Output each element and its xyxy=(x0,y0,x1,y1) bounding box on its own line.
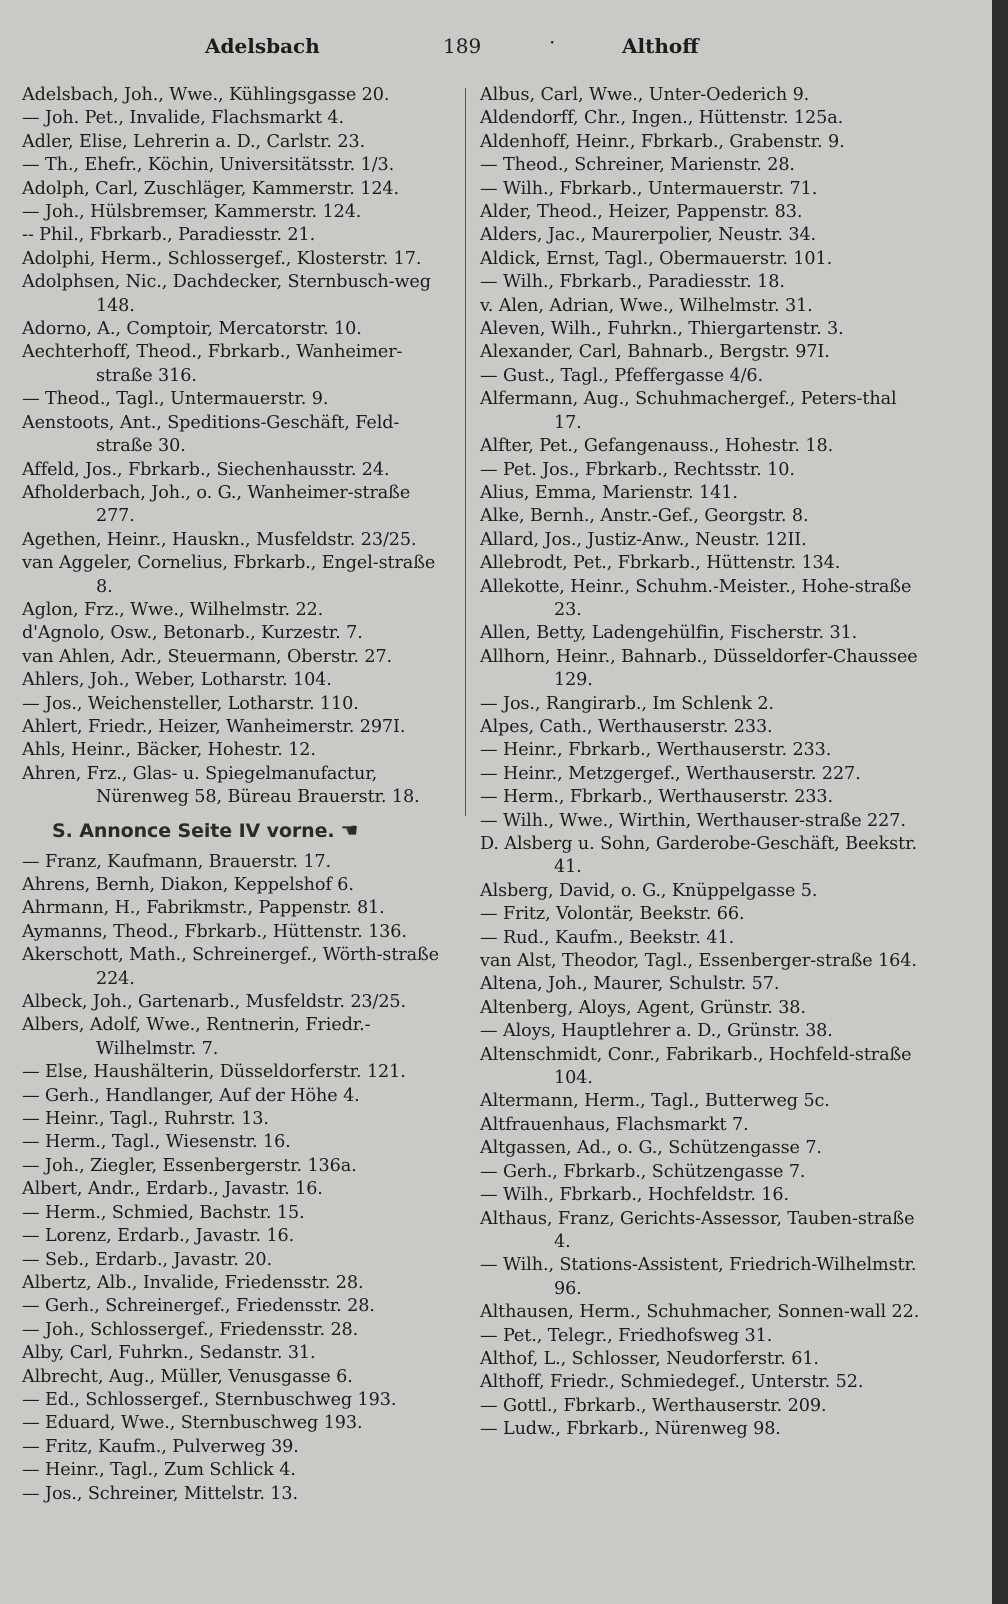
directory-entry: — Gottl., Fbrkarb., Werthauserstr. 209. xyxy=(480,1395,827,1416)
directory-entry: Aldick, Ernst, Tagl., Obermauerstr. 101. xyxy=(480,248,833,269)
directory-entry: — Theod., Schreiner, Marienstr. 28. xyxy=(480,155,795,176)
directory-entry: Alder, Theod., Heizer, Pappenstr. 83. xyxy=(480,202,803,223)
directory-entry: — Jos., Weichensteller, Lotharstr. 110. xyxy=(22,693,359,714)
directory-entry: — Rud., Kaufm., Beekstr. 41. xyxy=(480,927,735,948)
page-number: 189 xyxy=(443,34,482,58)
directory-entry: Ahls, Heinr., Bäcker, Hohestr. 12. xyxy=(22,740,316,761)
directory-entry: D. Alsberg u. Sohn, Garderobe-Geschäft, Beekstr. 41. xyxy=(480,834,917,878)
directory-entry: Aymanns, Theod., Fbrkarb., Hüttenstr. 136. xyxy=(22,921,407,942)
scan-edge xyxy=(992,0,1008,1604)
directory-entry: Adler, Elise, Lehrerin a. D., Carlstr. 23. xyxy=(22,131,366,152)
directory-entry: — Ludw., Fbrkarb., Nürenweg 98. xyxy=(480,1419,781,1440)
directory-entry: — Aloys, Hauptlehrer a. D., Grünstr. 38. xyxy=(480,1021,833,1042)
directory-entry: Adelsbach, Joh., Wwe., Kühlingsgasse 20. xyxy=(22,85,390,105)
directory-entry: Albeck, Joh., Gartenarb., Musfeldstr. 23/25. xyxy=(22,992,407,1013)
directory-entry: Agethen, Heinr., Hauskn., Musfeldstr. 23/25. xyxy=(22,529,417,550)
directory-entry: Adolphi, Herm., Schlossergef., Klosterstr. 17. xyxy=(22,248,422,269)
directory-entry: Aglon, Frz., Wwe., Wilhelmstr. 22. xyxy=(22,599,324,620)
directory-entry: — Herm., Schmied, Bachstr. 15. xyxy=(22,1202,305,1223)
directory-entry: Althaus, Franz, Gerichts-Assessor, Tauben-straße 4. xyxy=(480,1208,915,1252)
directory-entry: — Gust., Tagl., Pfeffergasse 4/6. xyxy=(480,365,764,386)
directory-entry: Altena, Joh., Maurer, Schulstr. 57. xyxy=(480,974,780,995)
directory-entry: -- Phil., Fbrkarb., Paradiesstr. 21. xyxy=(22,225,316,246)
directory-entry: Altenschmidt, Conr., Fabrikarb., Hochfeld-straße 104. xyxy=(480,1044,912,1089)
directory-entry: Allhorn, Heinr., Bahnarb., Düsseldorfer-Chaussee 129. xyxy=(480,646,918,691)
directory-entry: — Heinr., Tagl., Ruhrstr. 13. xyxy=(22,1109,269,1130)
directory-entry: — Wilh., Stations-Assistent, Friedrich-Wilhelmstr. 96. xyxy=(480,1255,917,1299)
directory-entry: Alfter, Pet., Gefangenauss., Hohestr. 18. xyxy=(480,436,834,457)
directory-entry: — Wilh., Wwe., Wirthin, Werthauser-straße 227. xyxy=(480,810,906,831)
directory-entry: Alsberg, David, o. G., Knüppelgasse 5. xyxy=(480,880,818,901)
annonce-note: S. Annonce Seite IV vorne. ☚ xyxy=(52,817,359,842)
directory-entry: Altenberg, Aloys, Agent, Grünstr. 38. xyxy=(480,997,806,1018)
directory-entry: v. Alen, Adrian, Wwe., Wilhelmstr. 31. xyxy=(480,295,813,316)
header-dot: · xyxy=(549,30,556,54)
directory-entry: Affeld, Jos., Fbrkarb., Siechenhausstr. 24. xyxy=(22,459,390,480)
directory-entry: Alby, Carl, Fuhrkn., Sedanstr. 31. xyxy=(22,1343,316,1364)
directory-entry: Adorno, A., Comptoir, Mercatorstr. 10. xyxy=(22,319,362,340)
directory-entry: Albrecht, Aug., Müller, Venusgasse 6. xyxy=(22,1366,353,1387)
directory-entry: Alexander, Carl, Bahnarb., Bergstr. 97I. xyxy=(480,342,830,363)
directory-entry: — Wilh., Fbrkarb., Untermauerstr. 71. xyxy=(480,178,818,199)
directory-entry: — Jos., Rangirarb., Im Schlenk 2. xyxy=(480,693,774,714)
directory-entry: Althoff, Friedr., Schmiedegef., Unterstr. 52. xyxy=(480,1372,864,1393)
directory-entry: Altgassen, Ad., o. G., Schützengasse 7. xyxy=(480,1138,822,1159)
directory-entry: Alpes, Cath., Werthauserstr. 233. xyxy=(480,716,773,737)
header-right-keyword: Althoff xyxy=(622,34,699,58)
directory-entry: — Heinr., Metzgergef., Werthauserstr. 227. xyxy=(480,763,861,784)
directory-entry: — Joh. Pet., Invalide, Flachsmarkt 4. xyxy=(22,108,345,129)
header-left-keyword: Adelsbach xyxy=(205,34,320,58)
directory-entry: — Joh., Ziegler, Essenbergerstr. 136a. xyxy=(22,1155,357,1176)
directory-entry: — Wilh., Fbrkarb., Paradiesstr. 18. xyxy=(480,272,785,293)
directory-entry: — Gerh., Fbrkarb., Schützengasse 7. xyxy=(480,1161,806,1182)
directory-entry: Albers, Adolf, Wwe., Rentnerin, Friedr.-Wilhelmstr. 7. xyxy=(22,1015,371,1059)
directory-entry: — Jos., Schreiner, Mittelstr. 13. xyxy=(22,1483,298,1504)
directory-entry: — Fritz, Kaufm., Pulverweg 39. xyxy=(22,1436,299,1457)
directory-entry: Allebrodt, Pet., Fbrkarb., Hüttenstr. 134. xyxy=(480,553,841,574)
directory-entry: Ahren, Frz., Glas- u. Spiegelmanufactur, Nürenweg 58, Büreau Brauerstr. 18. xyxy=(22,763,420,808)
directory-entry: Albertz, Alb., Invalide, Friedensstr. 28. xyxy=(22,1272,364,1293)
directory-entry: Allard, Jos., Justiz-Anw., Neustr. 12II. xyxy=(480,529,807,550)
directory-entry: Aechterhoff, Theod., Fbrkarb., Wanheimer-straße 316. xyxy=(22,342,403,386)
directory-entry: Alders, Jac., Maurerpolier, Neustr. 34. xyxy=(480,225,817,246)
directory-entry: — Heinr., Tagl., Zum Schlick 4. xyxy=(22,1460,296,1481)
directory-entry: — Joh., Hülsbremser, Kammerstr. 124. xyxy=(22,202,362,223)
directory-entry: Althausen, Herm., Schuhmacher, Sonnen-wall 22. xyxy=(480,1302,920,1323)
directory-entry: Akerschott, Math., Schreinergef., Wörth-straße 224. xyxy=(22,945,439,989)
directory-entry: d'Agnolo, Osw., Betonarb., Kurzestr. 7. xyxy=(22,623,363,644)
directory-entry: Albus, Carl, Wwe., Unter-Oederich 9. xyxy=(480,85,810,105)
directory-entry: Altfrauenhaus, Flachsmarkt 7. xyxy=(480,1114,749,1135)
directory-entry: — Seb., Erdarb., Javastr. 20. xyxy=(22,1249,272,1270)
directory-entry: — Pet., Telegr., Friedhofsweg 31. xyxy=(480,1325,773,1346)
directory-entry: — Heinr., Fbrkarb., Werthauserstr. 233. xyxy=(480,740,832,761)
directory-entry: Aleven, Wilh., Fuhrkn., Thiergartenstr. 3. xyxy=(480,319,844,340)
directory-entry: Aenstoots, Ant., Speditions-Geschäft, Feld-straße 30. xyxy=(22,412,400,457)
directory-entry: Aldenhoff, Heinr., Fbrkarb., Grabenstr. 9. xyxy=(480,131,845,152)
right-column xyxy=(480,84,920,1442)
directory-entry: — Franz, Kaufmann, Brauerstr. 17. xyxy=(22,851,331,872)
directory-entry: Adolphsen, Nic., Dachdecker, Sternbusch-weg 148. xyxy=(22,272,431,316)
directory-entry: — Else, Haushälterin, Düsseldorferstr. 121. xyxy=(22,1062,406,1083)
directory-entry: — Herm., Fbrkarb., Werthauserstr. 233. xyxy=(480,787,833,808)
directory-entry: — Gerh., Handlanger, Auf der Höhe 4. xyxy=(22,1085,360,1106)
directory-entry: Althof, L., Schlosser, Neudorferstr. 61. xyxy=(480,1348,819,1369)
directory-entry: — Fritz, Volontär, Beekstr. 66. xyxy=(480,904,745,925)
directory-entry: Alius, Emma, Marienstr. 141. xyxy=(480,482,738,503)
directory-entry: Ahlert, Friedr., Heizer, Wanheimerstr. 297I. xyxy=(22,716,406,737)
directory-entry: — Ed., Schlossergef., Sternbuschweg 193. xyxy=(22,1389,397,1410)
directory-entry: van Ahlen, Adr., Steuermann, Oberstr. 27. xyxy=(22,646,393,667)
directory-entry: — Wilh., Fbrkarb., Hochfeldstr. 16. xyxy=(480,1185,789,1206)
pointing-hand-icon: ☚ xyxy=(340,817,359,842)
directory-entry: Allen, Betty, Ladengehülfin, Fischerstr. 31. xyxy=(480,623,858,644)
directory-entry: — Lorenz, Erdarb., Javastr. 16. xyxy=(22,1226,295,1247)
directory-entry: Alke, Bernh., Anstr.-Gef., Georgstr. 8. xyxy=(480,506,809,527)
directory-entry: — Herm., Tagl., Wiesenstr. 16. xyxy=(22,1132,291,1153)
directory-entry: Alfermann, Aug., Schuhmachergef., Peters-thal 17. xyxy=(480,389,897,433)
directory-entry: Ahrens, Bernh, Diakon, Keppelshof 6. xyxy=(22,875,354,895)
directory-entry: van Aggeler, Cornelius, Fbrkarb., Engel-straße 8. xyxy=(22,553,436,597)
directory-entry: Ahlers, Joh., Weber, Lotharstr. 104. xyxy=(22,670,332,691)
page-header xyxy=(0,30,992,66)
directory-entry: — Eduard, Wwe., Sternbuschweg 193. xyxy=(22,1413,363,1434)
directory-entry: — Joh., Schlossergef., Friedensstr. 28. xyxy=(22,1319,359,1340)
directory-entry: Afholderbach, Joh., o. G., Wanheimer-straße 277. xyxy=(22,482,411,527)
directory-entry: Ahrmann, H., Fabrikmstr., Pappenstr. 81. xyxy=(22,898,385,919)
directory-entry: van Alst, Theodor, Tagl., Essenberger-straße 164. xyxy=(480,951,917,972)
column-divider xyxy=(465,88,466,816)
directory-entry: — Theod., Tagl., Untermauerstr. 9. xyxy=(22,389,329,410)
directory-entry: Aldendorff, Chr., Ingen., Hüttenstr. 125a. xyxy=(480,108,844,129)
directory-entry: — Pet. Jos., Fbrkarb., Rechtsstr. 10. xyxy=(480,459,795,480)
directory-entry: Albert, Andr., Erdarb., Javastr. 16. xyxy=(22,1179,323,1200)
left-column xyxy=(22,84,454,1506)
directory-entry: — Th., Ehefr., Köchin, Universitätsstr. 1/3. xyxy=(22,155,395,176)
directory-entry: — Gerh., Schreinergef., Friedensstr. 28. xyxy=(22,1296,375,1317)
directory-entry: Allekotte, Heinr., Schuhm.-Meister., Hohe-straße 23. xyxy=(480,576,912,620)
directory-entry: Adolph, Carl, Zuschläger, Kammerstr. 124. xyxy=(22,178,400,199)
directory-entry: Altermann, Herm., Tagl., Butterweg 5c. xyxy=(480,1091,830,1112)
